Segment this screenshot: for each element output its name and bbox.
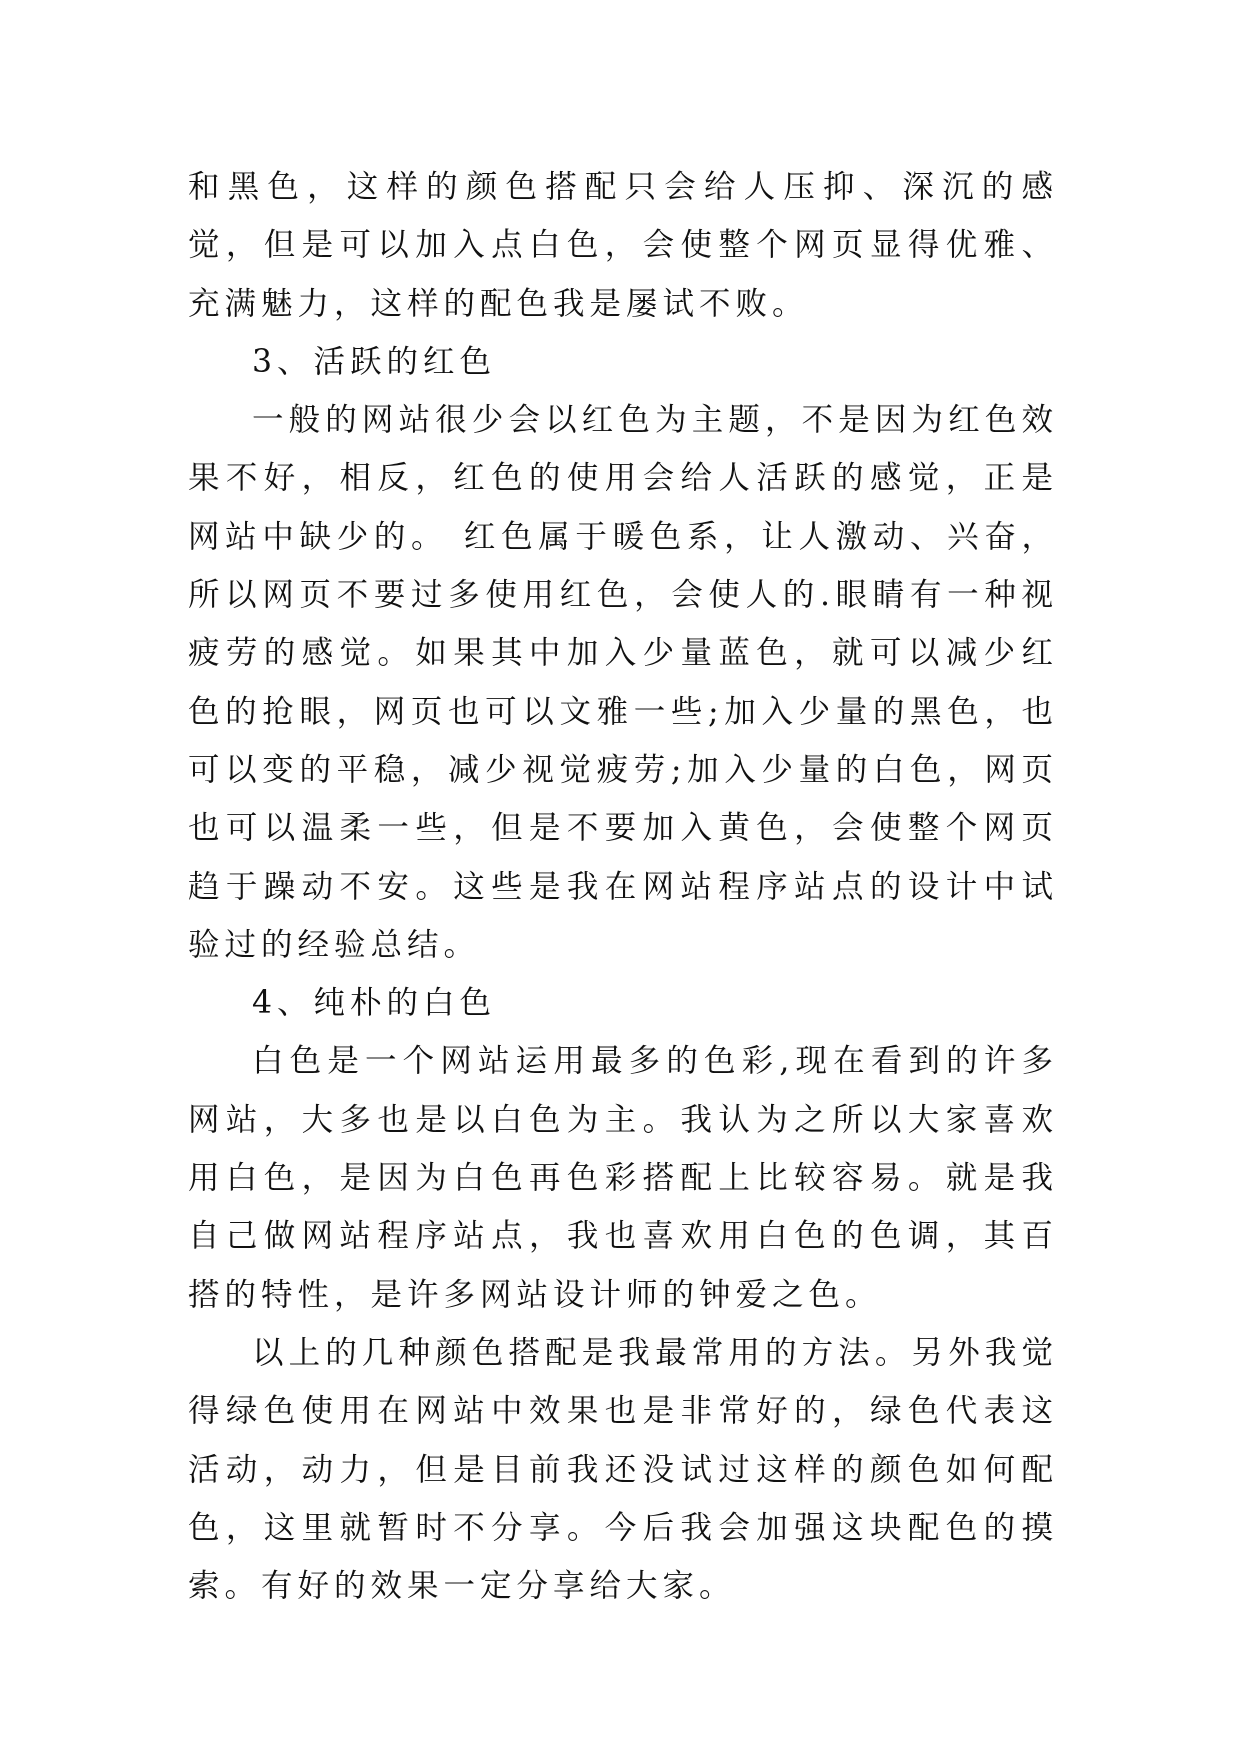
- paragraph-conclusion: 以上的几种颜色搭配是我最常用的方法。另外我觉得绿色使用在网站中效果也是非常好的，绿色代表这活动，动力，但是目前我还没试过这样的颜色如何配色，这里就暂时不分享。今后我会加强这块配色的摸索。有好的效果一定分享给大家。: [188, 1334, 1058, 1605]
- section-heading-red: 3、活跃的红色: [252, 343, 497, 380]
- section-heading-white: 4、纯朴的白色: [252, 985, 497, 1022]
- paragraph-continuation: 和黑色，这样的颜色搭配只会给人压抑、深沉的感觉，但是可以加入点白色，会使整个网页显得优雅、充满魅力，这样的配色我是屡试不败。: [188, 169, 1058, 322]
- paragraph-white-color: 白色是一个网站运用最多的色彩,现在看到的许多网站，大多也是以白色为主。我认为之所以大家喜欢用白色，是因为白色再色彩搭配上比较容易。就是我自己做网站程序站点，我也喜欢用白色的色调，其百搭的特性，是许多网站设计师的钟爱之色。: [188, 1043, 1058, 1313]
- paragraph-red-color: 一般的网站很少会以红色为主题，不是因为红色效果不好，相反，红色的使用会给人活跃的感觉，正是网站中缺少的。 红色属于暖色系，让人激动、兴奋，所以网页不要过多使用红色，会使人的.眼睛有一种视疲劳的感觉。如果其中加入少量蓝色，就可以减少红色的抢眼，网页也可以文雅一些;加入少量的黑色，也可以变的平稳，减少视觉疲劳;加入少量的白色，网页也可以温柔一些，但是不要加入黄色，会使整个网页趋于躁动不安。这些是我在网站程序站点的设计中试验过的经验总结。: [188, 402, 1058, 963]
- document-body: [188, 158, 1058, 1615]
